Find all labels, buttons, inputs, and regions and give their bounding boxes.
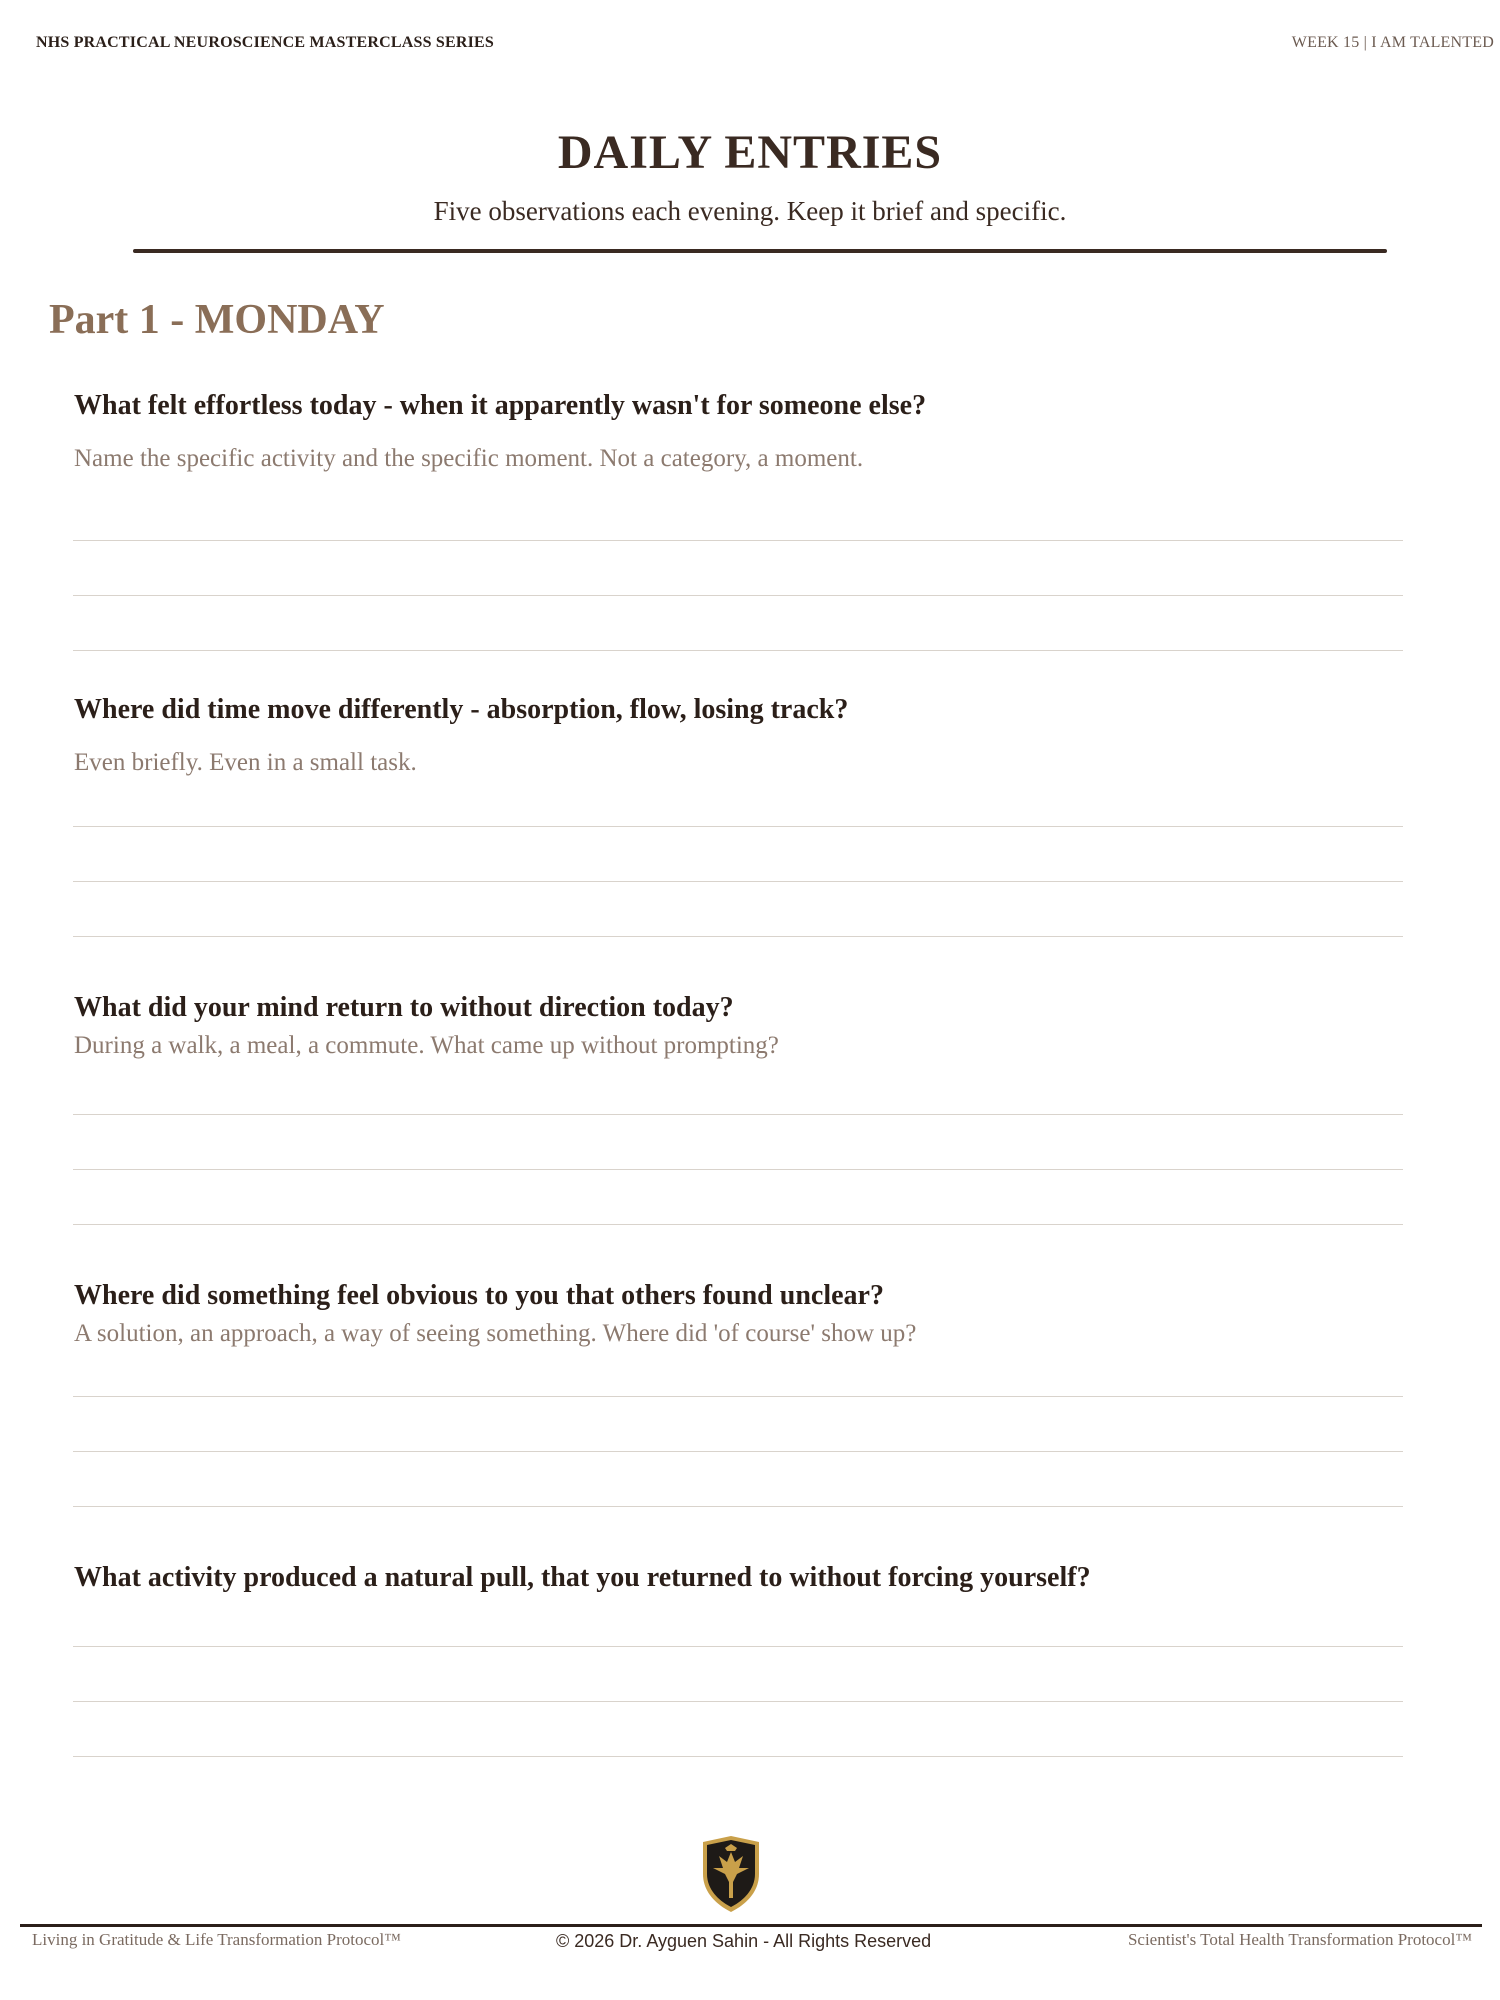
answer-line[interactable] (73, 650, 1403, 651)
hint-1: Name the specific activity and the specific moment. Not a category, a moment. (74, 445, 864, 472)
question-4: Where did something feel obvious to you that others found unclear? (74, 1280, 884, 1311)
answer-line[interactable] (73, 1646, 1403, 1647)
part-heading: Part 1 - MONDAY (49, 297, 385, 343)
title-divider (133, 249, 1387, 253)
question-1: What felt effortless today - when it apparently wasn't for someone else? (74, 390, 927, 421)
series-title: NHS PRACTICAL NEUROSCIENCE MASTERCLASS SERIES (36, 34, 494, 51)
answer-line[interactable] (73, 540, 1403, 541)
hint-4: A solution, an approach, a way of seeing something. Where did 'of course' show up? (74, 1320, 917, 1347)
answer-line[interactable] (73, 595, 1403, 596)
answer-line[interactable] (73, 1169, 1403, 1170)
week-label: WEEK 15 | I AM TALENTED (1291, 34, 1494, 51)
answer-line[interactable] (73, 936, 1403, 937)
question-2: Where did time move differently - absorption, flow, losing track? (74, 694, 849, 725)
answer-line[interactable] (73, 1224, 1403, 1225)
answer-line[interactable] (73, 1506, 1403, 1507)
footer-right-text: Scientist's Total Health Transformation Protocol™ (1127, 1930, 1472, 1949)
top-bar (36, 34, 1500, 54)
page-title: DAILY ENTRIES (557, 126, 943, 179)
page-subtitle: Five observations each evening. Keep it brief and specific. (433, 196, 1067, 226)
answer-line[interactable] (73, 826, 1403, 827)
question-3: What did your mind return to without direction today? (74, 992, 734, 1023)
answer-line[interactable] (73, 1396, 1403, 1397)
answer-line[interactable] (73, 1701, 1403, 1702)
shield-crest-icon (699, 1834, 763, 1914)
hint-3: During a walk, a meal, a commute. What came up without prompting? (74, 1032, 779, 1059)
footer-divider (20, 1924, 1482, 1927)
answer-line[interactable] (73, 881, 1403, 882)
answer-line[interactable] (73, 1756, 1403, 1757)
copyright-text: © 2026 Dr. Ayguen Sahin - All Rights Reserved (556, 1931, 932, 1951)
hint-2: Even briefly. Even in a small task. (74, 749, 417, 776)
question-5: What activity produced a natural pull, that you returned to without forcing yourself? (74, 1562, 1091, 1593)
answer-line[interactable] (73, 1451, 1403, 1452)
answer-line[interactable] (73, 1114, 1403, 1115)
footer-left-text: Living in Gratitude & Life Transformation Protocol™ (32, 1930, 401, 1949)
